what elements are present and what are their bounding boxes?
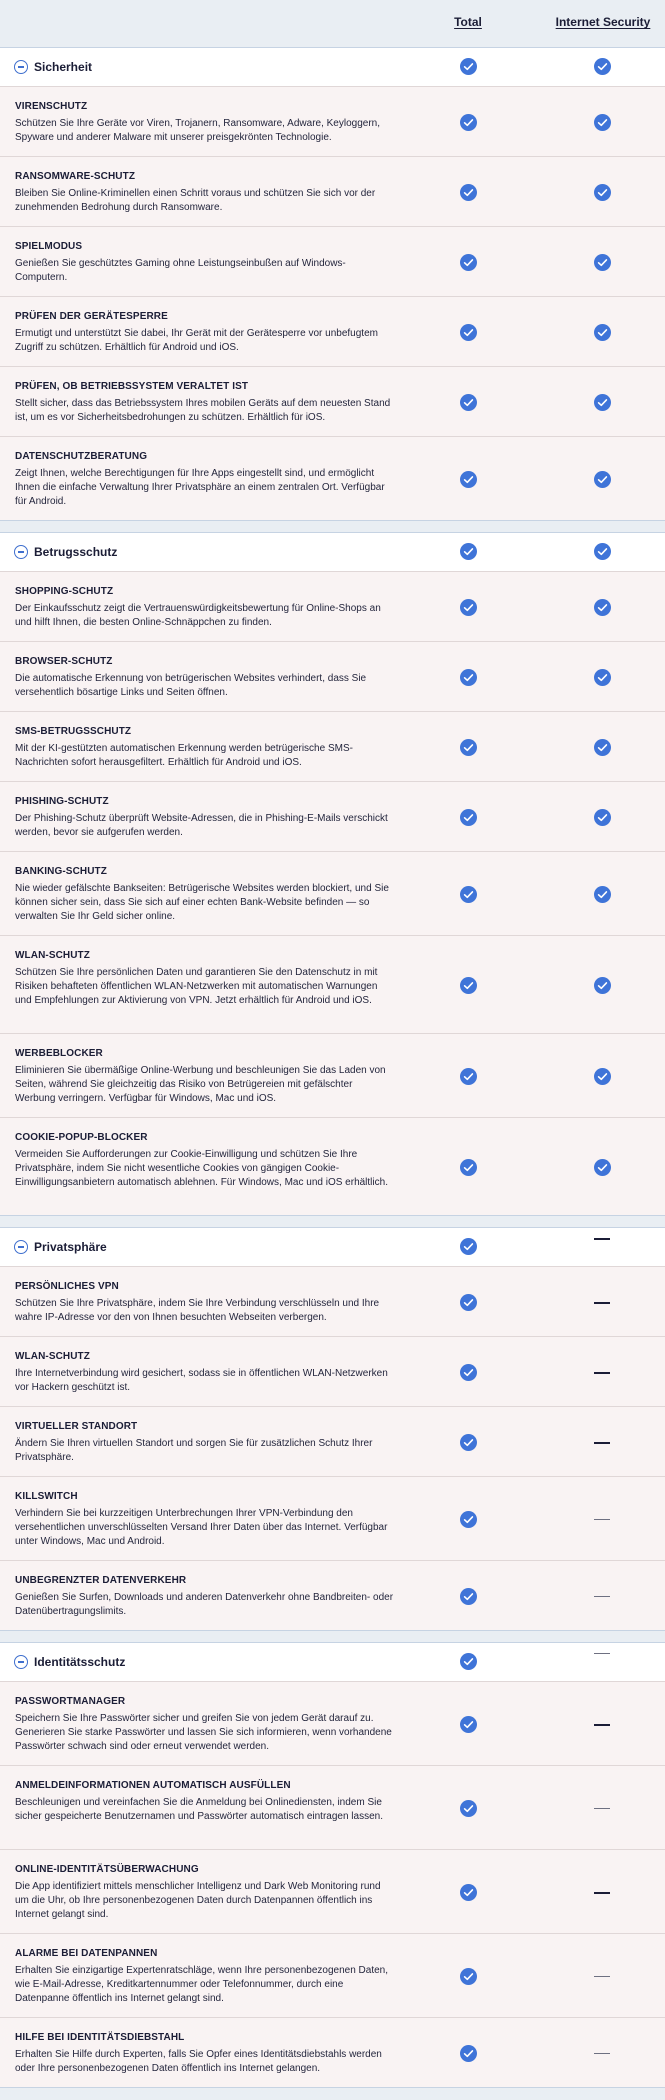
feature-internet-security-dash-icon [594, 1808, 610, 1809]
section-header[interactable] [0, 533, 665, 571]
feature-internet-security-check-icon [594, 886, 611, 903]
feature-row [0, 571, 665, 641]
checkmark-glyph [594, 543, 611, 560]
feature-total-check-icon [460, 2045, 477, 2062]
checkmark-glyph [460, 739, 477, 756]
section [0, 1227, 665, 1631]
feature-description: Schützen Sie Ihre persönlichen Daten und garantieren Sie den Datenschutz in mit Risiken behafteten öffentlichen WLAN-Netzwerken mit automatischen Warnungen und Empfehlungen zur Aktivierung von VPN. Jetzt erhältlich für Android und iOS. [15, 967, 378, 1006]
feature-name: ALARME BEI DATENPANNEN [15, 1948, 158, 1959]
checkmark-glyph [460, 1968, 477, 1985]
feature-description: Bleiben Sie Online-Kriminellen einen Schritt voraus und schützen Sie sich vor der zunehmenden Bedrohung durch Ransomware. [15, 188, 376, 213]
feature-total-check-icon [460, 471, 477, 488]
feature-total-check-icon [460, 599, 477, 616]
feature-name: SMS-BETRUGSSCHUTZ [15, 726, 132, 737]
feature-row [0, 1560, 665, 1630]
feature-internet-security-dash-icon [594, 1976, 610, 1977]
collapse-icon[interactable] [14, 1655, 28, 1669]
feature-row [0, 2017, 665, 2087]
feature-description: Beschleunigen und vereinfachen Sie die Anmeldung bei Onlinediensten, indem Sie sicher gespeicherte Benutzernamen und Passwörter automatisch eintragen lassen. [15, 1797, 383, 1822]
feature-internet-security-check-icon [594, 184, 611, 201]
feature-name: SHOPPING-SCHUTZ [15, 586, 114, 597]
feature-name: BANKING-SCHUTZ [15, 866, 107, 877]
feature-total-check-icon [460, 1884, 477, 1901]
feature-description: Ändern Sie Ihren virtuellen Standort und sorgen Sie für zusätzlichen Schutz Ihrer Privatsphäre. [15, 1438, 373, 1463]
feature-internet-security-check-icon [594, 1159, 611, 1176]
section-header[interactable] [0, 48, 665, 86]
feature-description: Der Einkaufsschutz zeigt die Vertrauenswürdigkeitsbewertung für Online-Shops an und hilft Ihnen, die besten Online-Schnäppchen zu finden. [15, 603, 381, 628]
feature-internet-security-check-icon [594, 599, 611, 616]
checkmark-glyph [460, 599, 477, 616]
feature-row [0, 296, 665, 366]
feature-total-check-icon [460, 1716, 477, 1733]
section-internet-security-dash-icon [594, 1653, 610, 1654]
feature-description: Schützen Sie Ihre Geräte vor Viren, Trojanern, Ransomware, Adware, Keyloggern, Spyware und anderer Malware mit unserer preisgekrönten Technologie. [15, 118, 381, 143]
feature-description: Der Phishing-Schutz überprüft Website-Adressen, die in Phishing-E-Mails verschickt werden, bevor sie aufgerufen werden. [15, 813, 388, 838]
feature-name: PRÜFEN, OB BETRIEBSSYSTEM VERALTET IST [15, 381, 249, 392]
section-internet-security-check-icon [594, 58, 611, 75]
feature-internet-security-dash-icon [594, 1302, 610, 1304]
feature-row [0, 1933, 665, 2017]
feature-row [0, 1266, 665, 1336]
feature-description: Genießen Sie geschütztes Gaming ohne Leistungseinbußen auf Windows-Computern. [15, 258, 346, 283]
feature-internet-security-dash-icon [594, 1596, 610, 1597]
checkmark-glyph [594, 394, 611, 411]
feature-name: WLAN-SCHUTZ [15, 1351, 90, 1362]
feature-total-check-icon [460, 1364, 477, 1381]
checkmark-glyph [460, 1716, 477, 1733]
feature-description: Die App identifiziert mittels menschlicher Intelligenz und Dark Web Monitoring rund um die Uhr, ob Ihre personenbezogenen Daten durch Datenpannen öffentlich ins Internet gelangt sind. [15, 1881, 381, 1920]
feature-name: PERSÖNLICHES VPN [15, 1281, 119, 1292]
feature-name: PHISHING-SCHUTZ [15, 796, 109, 807]
feature-row [0, 1406, 665, 1476]
feature-total-check-icon [460, 1068, 477, 1085]
feature-total-check-icon [460, 809, 477, 826]
feature-total-check-icon [460, 1159, 477, 1176]
checkmark-glyph [460, 977, 477, 994]
feature-name: PASSWORTMANAGER [15, 1696, 126, 1707]
checkmark-glyph [460, 394, 477, 411]
feature-description: Ihre Internetverbindung wird gesichert, sodass sie in öffentlichen WLAN-Netzwerken vor Hackern geschützt ist. [15, 1368, 388, 1393]
feature-name: HILFE BEI IDENTITÄTSDIEBSTAHL [15, 2032, 185, 2043]
feature-name: ANMELDEINFORMATIONEN AUTOMATISCH AUSFÜLLEN [15, 1780, 291, 1791]
checkmark-glyph [460, 1364, 477, 1381]
feature-internet-security-check-icon [594, 471, 611, 488]
section-header[interactable] [0, 1643, 665, 1681]
feature-row [0, 436, 665, 520]
checkmark-glyph [594, 886, 611, 903]
feature-description: Erhalten Sie einzigartige Expertenratschläge, wenn Ihre personenbezogenen Daten, wie E-Mail-Adresse, Kreditkartennummer oder Telefonnummer, durch eine Datenpanne öffentlich ins Internet gelangt sind. [15, 1965, 389, 2004]
checkmark-glyph [594, 324, 611, 341]
checkmark-glyph [460, 1068, 477, 1085]
checkmark-glyph [594, 58, 611, 75]
checkmark-glyph [460, 1159, 477, 1176]
checkmark-glyph [594, 809, 611, 826]
feature-row [0, 86, 665, 156]
feature-name: PRÜFEN DER GERÄTESPERRE [15, 311, 168, 322]
feature-name: UNBEGRENZTER DATENVERKEHR [15, 1575, 187, 1586]
checkmark-glyph [594, 599, 611, 616]
feature-name: DATENSCHUTZBERATUNG [15, 451, 148, 462]
feature-total-check-icon [460, 1294, 477, 1311]
feature-description: Genießen Sie Surfen, Downloads und anderen Datenverkehr ohne Bandbreiten- oder Datenübertragungslimits. [15, 1592, 394, 1617]
checkmark-glyph [460, 1588, 477, 1605]
feature-total-check-icon [460, 977, 477, 994]
feature-row [0, 1336, 665, 1406]
section [0, 47, 665, 521]
feature-name: VIRENSCHUTZ [15, 101, 88, 112]
feature-internet-security-check-icon [594, 809, 611, 826]
feature-row [0, 781, 665, 851]
checkmark-glyph [460, 1511, 477, 1528]
checkmark-glyph [460, 1653, 477, 1670]
feature-total-check-icon [460, 114, 477, 131]
collapse-icon[interactable] [14, 60, 28, 74]
checkmark-glyph [460, 1434, 477, 1451]
feature-row [0, 226, 665, 296]
checkmark-glyph [460, 1238, 477, 1255]
section-total-check-icon [460, 58, 477, 75]
feature-row [0, 1476, 665, 1560]
feature-total-check-icon [460, 1588, 477, 1605]
checkmark-glyph [594, 114, 611, 131]
plan-header-internet-security[interactable]: Internet Security [555, 15, 651, 29]
feature-internet-security-check-icon [594, 324, 611, 341]
section-total-check-icon [460, 1653, 477, 1670]
feature-name: RANSOMWARE-SCHUTZ [15, 171, 136, 182]
checkmark-glyph [460, 254, 477, 271]
feature-internet-security-check-icon [594, 114, 611, 131]
feature-total-check-icon [460, 886, 477, 903]
feature-description: Ermutigt und unterstützt Sie dabei, Ihr Gerät mit der Gerätesperre vor unbefugtem Zugriff zu schützen. Erhältlich für Android und iOS. [15, 328, 378, 353]
checkmark-glyph [460, 886, 477, 903]
section-title: Identitätsschutz [34, 1655, 126, 1669]
feature-internet-security-dash-icon [594, 1372, 610, 1374]
feature-description: Stellt sicher, dass das Betriebssystem Ihres mobilen Geräts auf dem neuesten Stand ist, um es vor Sicherheitsbedrohungen zu schützen. Erhältlich für iOS. [15, 398, 391, 423]
feature-row [0, 711, 665, 781]
collapse-icon[interactable] [14, 1240, 28, 1254]
checkmark-glyph [594, 184, 611, 201]
checkmark-glyph [460, 471, 477, 488]
feature-description: Speichern Sie Ihre Passwörter sicher und greifen Sie von jedem Gerät darauf zu. Generieren Sie starke Passwörter und lassen Sie sich informieren, wenn vorhandene Passwörter schwach sind oder erneut verwendet werden. [15, 1713, 392, 1752]
checkmark-glyph [460, 2045, 477, 2062]
checkmark-glyph [460, 324, 477, 341]
feature-total-check-icon [460, 184, 477, 201]
checkmark-glyph [460, 543, 477, 560]
feature-row [0, 1765, 665, 1849]
section-title: Sicherheit [34, 60, 93, 74]
feature-row [0, 935, 665, 1033]
plan-header-total[interactable]: Total [454, 15, 482, 29]
feature-description: Die automatische Erkennung von betrügerischen Websites verhindert, dass Sie versehentlich bösartige Links und Seiten öffnen. [15, 673, 367, 698]
feature-name: WLAN-SCHUTZ [15, 950, 90, 961]
checkmark-glyph [594, 254, 611, 271]
checkmark-glyph [460, 114, 477, 131]
feature-internet-security-check-icon [594, 1068, 611, 1085]
feature-description: Mit der KI-gestützten automatischen Erkennung werden betrügerische SMS-Nachrichten sofort herausgefiltert. Erhältlich für Android und iOS. [15, 743, 353, 768]
section-internet-security-check-icon [594, 543, 611, 560]
checkmark-glyph [460, 1800, 477, 1817]
feature-internet-security-check-icon [594, 739, 611, 756]
section-header[interactable] [0, 1228, 665, 1266]
feature-internet-security-check-icon [594, 977, 611, 994]
feature-description: Verhindern Sie bei kurzzeitigen Unterbrechungen Ihrer VPN-Verbindung den versehentlichen unverschlüsselten Versand Ihrer Daten über das Internet. Verfügbar unter Windows, Mac und Android. [15, 1508, 388, 1547]
feature-internet-security-dash-icon [594, 1724, 610, 1726]
section [0, 532, 665, 1216]
feature-total-check-icon [460, 394, 477, 411]
feature-internet-security-dash-icon [594, 1519, 610, 1520]
feature-row [0, 366, 665, 436]
section-internet-security-dash-icon [594, 1238, 610, 1240]
sections-container [0, 47, 665, 2088]
feature-description: Erhalten Sie Hilfe durch Experten, falls Sie Opfer eines Identitätsdiebstahls werden oder Ihre personenbezogenen Daten öffentlich ins Internet gelangen. [15, 2049, 382, 2074]
checkmark-glyph [594, 1068, 611, 1085]
feature-internet-security-dash-icon [594, 2053, 610, 2054]
feature-name: KILLSWITCH [15, 1491, 78, 1502]
feature-name: ONLINE-IDENTITÄTSÜBERWACHUNG [15, 1864, 199, 1875]
feature-total-check-icon [460, 739, 477, 756]
feature-name: COOKIE-POPUP-BLOCKER [15, 1132, 148, 1143]
section [0, 1642, 665, 2088]
feature-row [0, 1681, 665, 1765]
feature-internet-security-check-icon [594, 254, 611, 271]
feature-total-check-icon [460, 1434, 477, 1451]
checkmark-glyph [594, 669, 611, 686]
feature-name: VIRTUELLER STANDORT [15, 1421, 138, 1432]
checkmark-glyph [460, 58, 477, 75]
feature-total-check-icon [460, 1800, 477, 1817]
section-total-check-icon [460, 1238, 477, 1255]
feature-row [0, 1849, 665, 1933]
checkmark-glyph [594, 1159, 611, 1176]
section-total-check-icon [460, 543, 477, 560]
feature-name: WERBEBLOCKER [15, 1048, 103, 1059]
checkmark-glyph [594, 739, 611, 756]
checkmark-glyph [460, 809, 477, 826]
feature-row [0, 851, 665, 935]
feature-row [0, 1033, 665, 1117]
checkmark-glyph [594, 471, 611, 488]
feature-row [0, 156, 665, 226]
feature-internet-security-check-icon [594, 669, 611, 686]
collapse-icon[interactable] [14, 545, 28, 559]
feature-total-check-icon [460, 324, 477, 341]
checkmark-glyph [460, 184, 477, 201]
section-title: Privatsphäre [34, 1240, 107, 1254]
feature-row [0, 1117, 665, 1215]
feature-total-check-icon [460, 254, 477, 271]
checkmark-glyph [460, 669, 477, 686]
section-title: Betrugsschutz [34, 545, 118, 559]
feature-internet-security-dash-icon [594, 1442, 610, 1444]
feature-description: Zeigt Ihnen, welche Berechtigungen für Ihre Apps eingestellt sind, und ermöglicht Ihnen die einfache Verwaltung Ihrer Privatsphäre an einem zentralen Ort. Verfügbar für Android. [15, 468, 385, 507]
feature-total-check-icon [460, 669, 477, 686]
feature-total-check-icon [460, 1511, 477, 1528]
feature-description: Eliminieren Sie übermäßige Online-Werbung und beschleunigen Sie das Laden von Seiten, während Sie gleichzeitig das Risiko von Betrügereien mit gefälschter Werbung verringern. Verfügbar für Windows, Mac und iOS. [15, 1065, 386, 1104]
checkmark-glyph [460, 1884, 477, 1901]
checkmark-glyph [594, 977, 611, 994]
feature-name: SPIELMODUS [15, 241, 83, 252]
feature-name: BROWSER-SCHUTZ [15, 656, 113, 667]
checkmark-glyph [460, 1294, 477, 1311]
feature-internet-security-check-icon [594, 394, 611, 411]
plans-header [0, 0, 665, 47]
feature-description: Schützen Sie Ihre Privatsphäre, indem Sie Ihre Verbindung verschlüsseln und Ihre wahre IP-Adresse vor den von Ihnen besuchten Webseiten verbergen. [15, 1298, 380, 1323]
feature-total-check-icon [460, 1968, 477, 1985]
feature-description: Nie wieder gefälschte Bankseiten: Betrügerische Websites werden blockiert, und Sie können sicher sein, dass Sie sich auf einer echten Bank-Website befinden — so verwalten Sie Ihr Geld sicher online. [15, 883, 389, 922]
feature-description: Vermeiden Sie Aufforderungen zur Cookie-Einwilligung und schützen Sie Ihre Privatsphäre, indem Sie nicht wesentliche Cookies von gängigen Cookie-Einwilligungsanbietern automatisch ablehnen. Für Windows, Mac und iOS erhältlich. [15, 1149, 388, 1188]
feature-row [0, 641, 665, 711]
feature-internet-security-dash-icon [594, 1892, 610, 1894]
